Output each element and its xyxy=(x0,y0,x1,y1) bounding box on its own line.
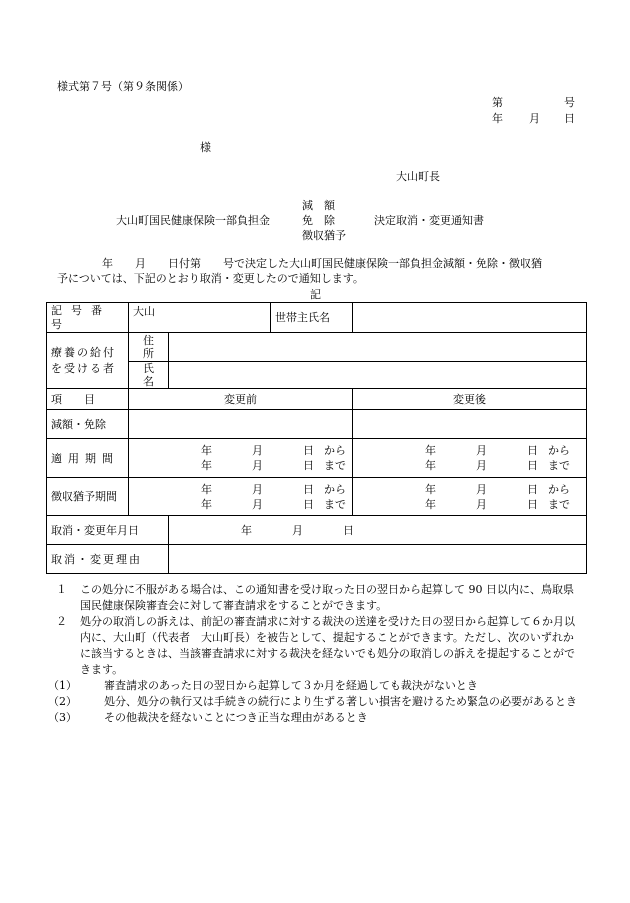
reason-label: 取消・変更理由 xyxy=(51,552,142,566)
code-number-value-cell[interactable] xyxy=(129,303,271,333)
reason-value-cell[interactable] xyxy=(169,545,587,574)
before-label: 変更前 xyxy=(224,392,257,406)
ymd-from: から xyxy=(548,444,571,458)
ymd-month: 月 xyxy=(252,482,263,496)
ymd-year: 年 xyxy=(425,482,437,496)
title-prefix: 大山町国民健康保険一部負担金 xyxy=(116,214,270,227)
ymd-month: 月 xyxy=(476,459,488,473)
note-number: ２ xyxy=(56,615,67,628)
intro-line-2: 予については、下記のとおり取消・変更したので通知します。 xyxy=(57,272,364,285)
sub-note-2 xyxy=(48,694,580,710)
after-label-cell xyxy=(353,389,587,410)
ymd-month: 月 xyxy=(252,497,263,511)
reduction-before-cell[interactable] xyxy=(129,410,353,439)
code-number-value: 大山 xyxy=(133,305,155,318)
sub-note-text: 審査請求のあった日の翌日から起算して３か月を経過しても裁決がないとき xyxy=(104,679,478,692)
period-before-cell[interactable] xyxy=(129,439,353,478)
row-item-header xyxy=(47,389,587,410)
period-after-cell[interactable] xyxy=(353,439,587,478)
title-option-exemption: 免 除 xyxy=(302,214,335,227)
ymd-year: 年 xyxy=(425,459,437,473)
ymd-day: 日 xyxy=(527,444,539,458)
note-number: １ xyxy=(56,583,67,596)
ymd-month: 月 xyxy=(476,497,488,511)
period-label: 適用期間 xyxy=(51,451,119,465)
ymd-month: 月 xyxy=(476,482,488,496)
ymd-year: 年 xyxy=(425,497,437,511)
sub-note-text: 処分、処分の執行又は手続きの続行により生ずる著しい損害を避けるため緊急の必要があるとき xyxy=(104,695,577,708)
name-label-cell xyxy=(129,362,169,389)
ymd-year: 年 xyxy=(201,444,212,458)
name-label: 氏 名 xyxy=(143,362,165,389)
recipient-label-line1: 療養の給付 xyxy=(51,345,116,359)
note-2 xyxy=(56,614,580,678)
household-head-label-cell xyxy=(271,303,353,333)
title-suffix: 決定取消・変更通知書 xyxy=(374,214,484,227)
reduction-after-cell[interactable] xyxy=(353,410,587,439)
ki-mark: 記 xyxy=(310,288,321,301)
household-head-value-cell[interactable] xyxy=(353,303,587,333)
ymd-day: 日 xyxy=(303,482,314,496)
row-code-number xyxy=(47,303,587,333)
ymd-to: まで xyxy=(324,497,346,511)
form-id: 様式第７号（第９条関係） xyxy=(57,80,189,93)
ymd-month: 月 xyxy=(292,523,303,537)
cancel-date-label: 取消・変更年月日 xyxy=(51,523,139,537)
ymd-day: 日 xyxy=(527,459,539,473)
ymd-day: 日 xyxy=(303,459,314,473)
reduction-label: 減額・免除 xyxy=(51,417,106,431)
row-deferral xyxy=(47,478,587,516)
recipient-label-line2: を受ける者 xyxy=(51,361,116,375)
row-period xyxy=(47,439,587,478)
recipient-suffix: 様 xyxy=(200,141,211,154)
ymd-from: から xyxy=(548,482,571,496)
note-1 xyxy=(56,582,580,614)
row-reason xyxy=(47,545,587,574)
code-number-label: 記号番号 xyxy=(51,304,111,331)
sub-note-number: （2） xyxy=(48,695,77,708)
ymd-year: 年 xyxy=(241,523,252,537)
ymd-from: から xyxy=(324,482,346,496)
row-reduction xyxy=(47,410,587,439)
ymd-day: 日 xyxy=(303,497,314,511)
ymd-to: まで xyxy=(548,497,571,511)
row-cancel-date xyxy=(47,516,587,545)
reason-label-cell xyxy=(47,545,169,574)
sub-note-3 xyxy=(48,710,580,726)
sub-note-number: （3） xyxy=(48,711,77,724)
ymd-from: から xyxy=(324,444,346,458)
ymd-year: 年 xyxy=(201,482,212,496)
ymd-to: まで xyxy=(324,459,346,473)
sub-note-number: （1） xyxy=(48,679,77,692)
row-address xyxy=(47,333,587,362)
note-text: この処分に不服がある場合は、この通知書を受け取った日の翌日から起算して 90 日以内に、鳥取県国民健康保険審査会に対して審査請求をすることができます。 xyxy=(80,583,574,612)
intro-line-1: 年 月 日付第 号で決定した大山町国民健康保険一部負担金減額・免除・徴収猶 xyxy=(102,257,542,270)
note-text: 処分の取消しの訴えは、前記の審査請求に対する裁決の送達を受けた日の翌日から起算して６か月以内に、大山町（代表者 大山町長）を被告として、提起することができます。ただし、次のいずれかに該当するときは、当該審査請求に対する裁決を経ないでも処分の取消しの訴えを提起することができます。 xyxy=(80,615,575,676)
deferral-before-cell[interactable] xyxy=(129,478,353,516)
after-label: 変更後 xyxy=(453,392,487,406)
issuer: 大山町長 xyxy=(396,170,440,183)
ymd-day: 日 xyxy=(527,482,539,496)
recipient-label-cell xyxy=(47,333,129,389)
code-number-label-cell xyxy=(47,303,129,333)
item-label-cell xyxy=(47,389,129,410)
ymd-month: 月 xyxy=(252,444,263,458)
name-value-cell[interactable] xyxy=(169,362,587,389)
ymd-year: 年 xyxy=(201,497,212,511)
household-head-label: 世帯主氏名 xyxy=(275,310,331,324)
address-label: 住 所 xyxy=(143,333,165,360)
ymd-month: 月 xyxy=(476,444,488,458)
sub-note-1 xyxy=(48,678,580,694)
title-option-deferral: 徴収猶予 xyxy=(302,229,346,242)
doc-number-suffix: 号 xyxy=(564,96,575,109)
title-option-reduction: 減 額 xyxy=(302,199,335,212)
address-value-cell[interactable] xyxy=(169,333,587,362)
ymd-day: 日 xyxy=(303,444,314,458)
ymd-year: 年 xyxy=(201,459,212,473)
deferral-after-cell[interactable] xyxy=(353,478,587,516)
ymd-month: 月 xyxy=(252,459,263,473)
reduction-label-cell xyxy=(47,410,129,439)
cancel-date-label-cell xyxy=(47,516,169,545)
period-label-cell xyxy=(47,439,129,478)
header-day: 日 xyxy=(564,112,575,125)
address-label-cell xyxy=(129,333,169,362)
ymd-to: まで xyxy=(548,459,571,473)
header-year: 年 xyxy=(492,112,503,125)
ymd-day: 日 xyxy=(343,523,354,537)
ymd-year: 年 xyxy=(425,444,437,458)
deferral-label: 徴収猶予期間 xyxy=(51,490,117,504)
item-label: 項 目 xyxy=(51,392,95,406)
before-label-cell xyxy=(129,389,353,410)
doc-number-prefix: 第 xyxy=(492,96,503,109)
notes xyxy=(48,582,580,726)
decision-table xyxy=(46,302,587,574)
cancel-date-value-cell[interactable] xyxy=(169,516,587,545)
deferral-label-cell xyxy=(47,478,129,516)
sub-note-text: その他裁決を経ないことにつき正当な理由があるとき xyxy=(104,711,368,724)
ymd-day: 日 xyxy=(527,497,539,511)
header-month: 月 xyxy=(529,112,540,125)
